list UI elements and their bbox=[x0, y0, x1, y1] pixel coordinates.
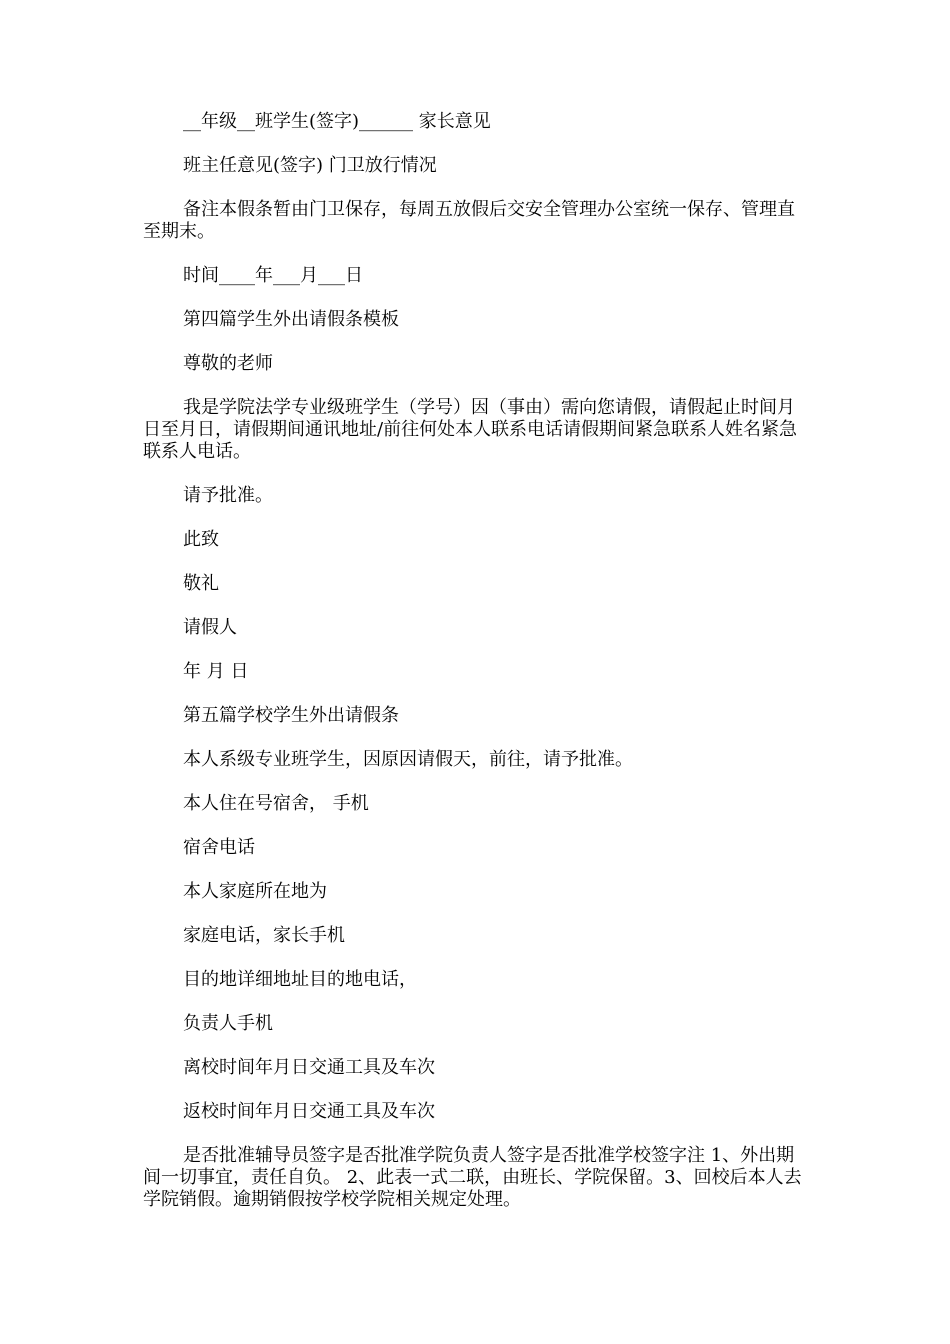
paragraph-dorm-phone: 本人住在号宿舍， 手机 bbox=[183, 793, 369, 814]
paragraph-date-blank: 年 月 日 bbox=[183, 661, 249, 682]
document-body bbox=[143, 111, 803, 1233]
paragraph-grade-class-signature: __年级__班学生(签字)______ 家长意见 bbox=[183, 111, 491, 132]
paragraph-teacher-opinion: 班主任意见(签字) 门卫放行情况 bbox=[183, 155, 437, 176]
paragraph-closing-1: 此致 bbox=[183, 529, 219, 550]
heading-part-five: 第五篇学校学生外出请假条 bbox=[183, 705, 399, 726]
paragraph-return-time: 返校时间年月日交通工具及车次 bbox=[183, 1101, 435, 1122]
paragraph-student-statement: 本人系级专业班学生，因原因请假天，前往，请予批准。 bbox=[183, 749, 633, 770]
paragraph-destination: 目的地详细地址目的地电话， bbox=[183, 969, 417, 990]
paragraph-closing-2: 敬礼 bbox=[183, 573, 219, 594]
paragraph-salutation: 尊敬的老师 bbox=[183, 353, 273, 374]
heading-part-four: 第四篇学生外出请假条模板 bbox=[183, 309, 399, 330]
paragraph-leave-time: 离校时间年月日交通工具及车次 bbox=[183, 1057, 435, 1078]
paragraph-home-phone: 家庭电话，家长手机 bbox=[183, 925, 345, 946]
paragraph-responsible-phone: 负责人手机 bbox=[183, 1013, 273, 1034]
paragraph-please-approve: 请予批准。 bbox=[183, 485, 273, 506]
paragraph-approval-notes: 是否批准辅导员签字是否批准学院负责人签字是否批准学校签字注 1、外出期间一切事宜，责任自负。 2、此表一式二联，由班长、学院保留。3、回校后本人去学院销假。逾期销假按学校学院相关规定处理。 bbox=[143, 1145, 802, 1210]
paragraph-date-line: 时间____年___月___日 bbox=[183, 265, 363, 286]
paragraph-applicant: 请假人 bbox=[183, 617, 237, 638]
paragraph-request-body: 我是学院法学专业级班学生（学号）因（事由）需向您请假，请假起止时间月日至月日，请假期间通讯地址/前往何处本人联系电话请假期间紧急联系人姓名紧急联系人电话。 bbox=[143, 397, 798, 462]
paragraph-dorm-telephone: 宿舍电话 bbox=[183, 837, 255, 858]
paragraph-home-location: 本人家庭所在地为 bbox=[183, 881, 327, 902]
paragraph-note: 备注本假条暂由门卫保存，每周五放假后交安全管理办公室统一保存、管理直至期末。 bbox=[143, 199, 795, 242]
